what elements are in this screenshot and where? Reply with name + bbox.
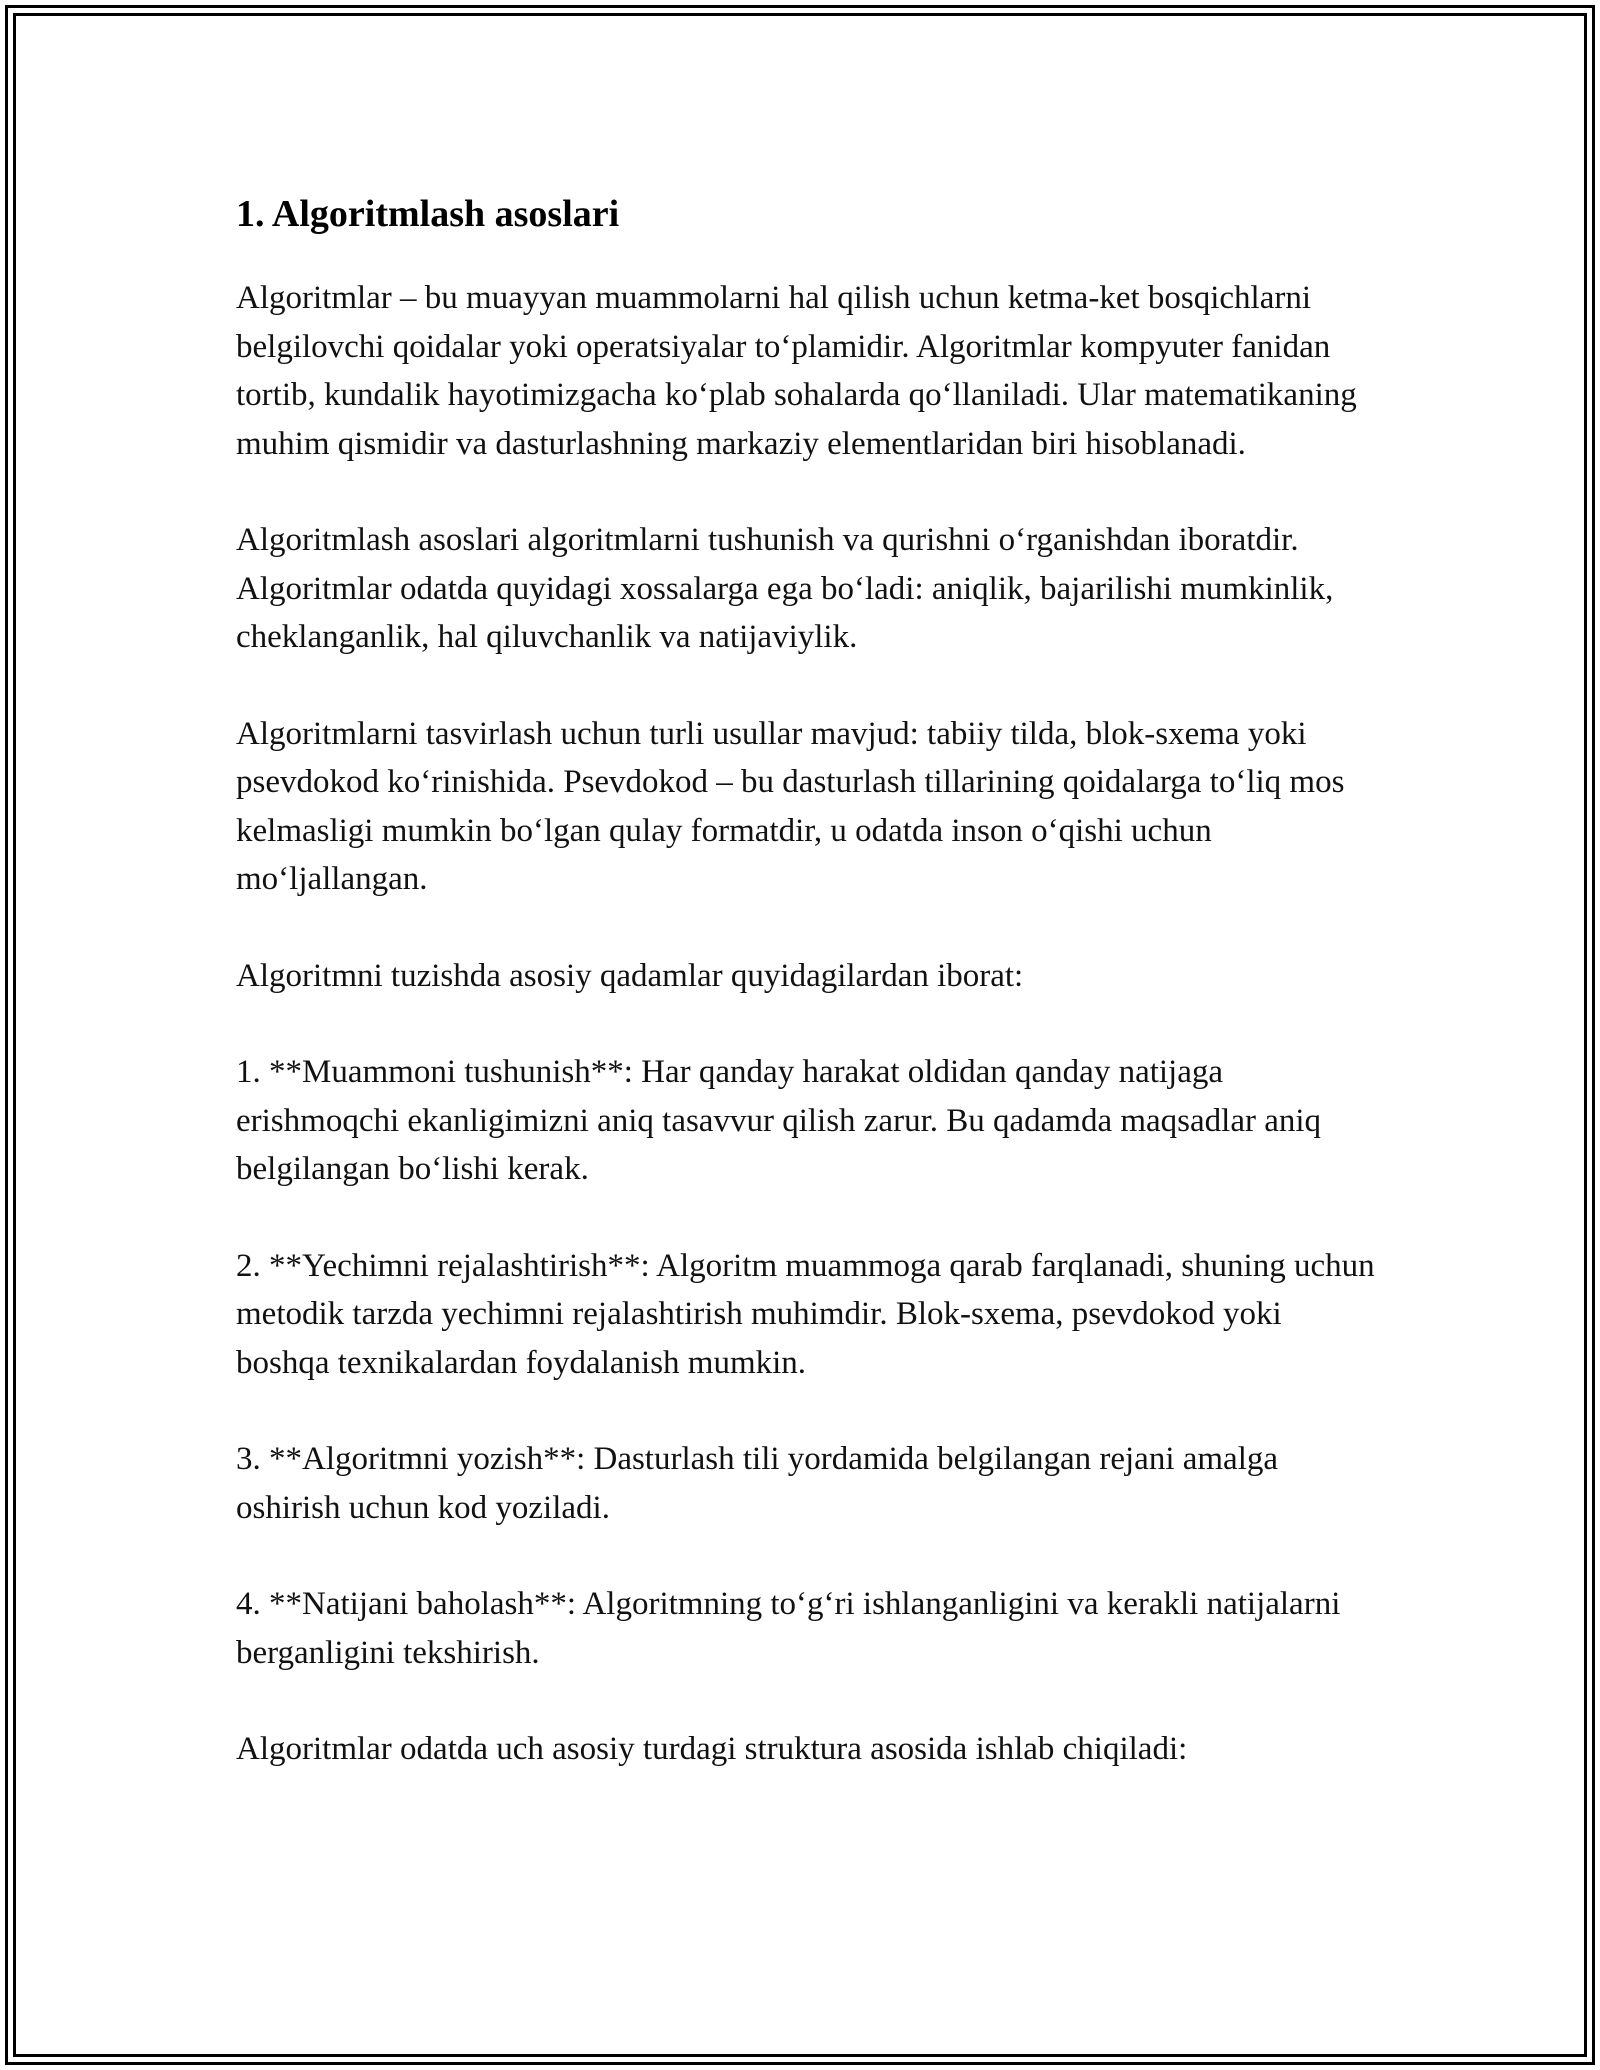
list-item-step-1: 1. **Muammoni tushunish**: Har qanday harakat oldidan qanday natijaga erishmoqchi ekanligimizni aniq tasavvur qilish zarur. Bu qadamda maqsadlar aniq belgilangan bo‘lishi kerak. <box>236 1054 1322 1187</box>
paragraph-basics: Algoritmlash asoslari algoritmlarni tushunish va qurishni o‘rganishdan iboratdir. Algoritmlar odatda quyidagi xossalarga ega bo‘ladi: aniqlik, bajarilishi mumkinlik, cheklanganlik, hal qiluvchanlik va natijaviylik. <box>236 522 1334 655</box>
paragraph-steps-intro: Algoritmni tuzishda asosiy qadamlar quyidagilardan iborat: <box>236 957 1024 994</box>
section-heading: 1. Algoritmlash asoslari <box>236 193 620 235</box>
paragraph-intro: Algoritmlar – bu muayyan muammolarni hal qilish uchun ketma-ket bosqichlarni belgilovchi qoidalar yoki operatsiyalar to‘plamidir. Algoritmlar kompyuter fanidan tortib, kundalik hayotimizgacha ko‘plab sohalarda qo‘llaniladi. Ular matematikaning muhim qismidir va dasturlashning markaziy elementlaridan biri hisoblanadi. <box>236 280 1357 462</box>
paragraph-representation: Algoritmlarni tasvirlash uchun turli usullar mavjud: tabiiy tilda, blok-sxema yoki psevdokod ko‘rinishida. Psevdokod – bu dasturlash tillarining qoidalarga to‘liq mos kelmasligi mumkin bo‘lgan qulay formatdir, u odatda inson o‘qishi uchun mo‘ljallangan. <box>236 715 1345 897</box>
list-item-step-4: 4. **Natijani baholash**: Algoritmning to‘g‘ri ishlanganligini va kerakli natijalarni berganligini tekshirish. <box>236 1586 1341 1671</box>
list-item-step-3: 3. **Algoritmni yozish**: Dasturlash tili yordamida belgilangan rejani amalga oshirish uchun kod yoziladi. <box>236 1441 1279 1526</box>
list-item-step-2: 2. **Yechimni rejalashtirish**: Algoritm muammoga qarab farqlanadi, shuning uchun metodik tarzda yechimni rejalashtirish muhimdir. Blok-sxema, psevdokod yoki boshqa texnikalardan foydalanish mumkin. <box>236 1247 1375 1381</box>
paragraph-structures: Algoritmlar odatda uch asosiy turdagi struktura asosida ishlab chiqiladi: <box>236 1731 1188 1767</box>
document-body <box>236 188 1376 1822</box>
